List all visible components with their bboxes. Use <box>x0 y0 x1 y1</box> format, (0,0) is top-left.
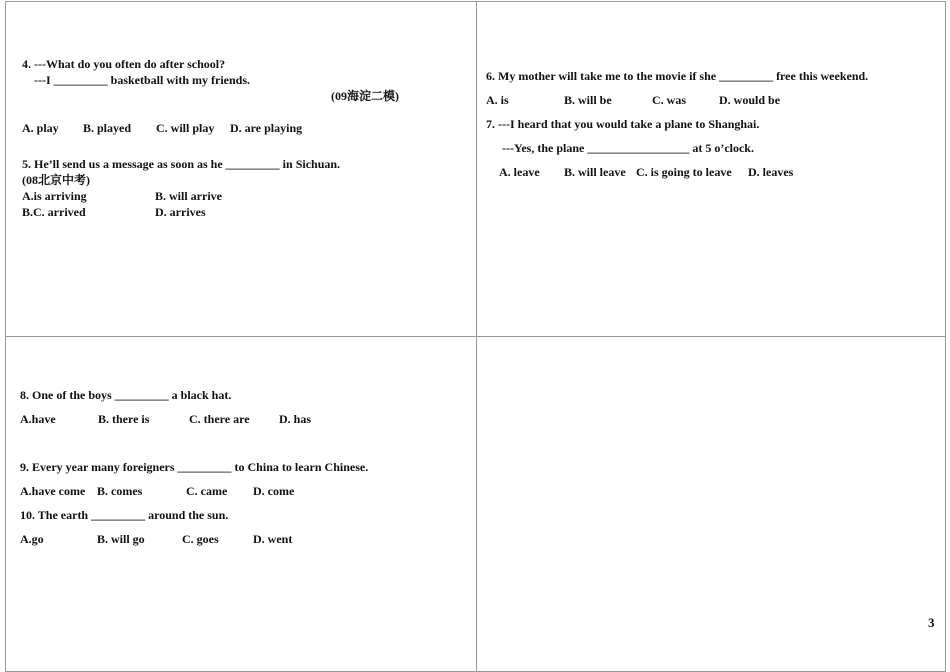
q9-option-d: D. come <box>253 484 295 498</box>
q10-option-b: B. will go <box>97 532 145 546</box>
q5-source: (08北京中考) <box>22 173 90 187</box>
q7-option-b: B. will leave <box>564 165 626 179</box>
q7-question: 7. ---I heard that you would take a plane to Shanghai. <box>486 117 760 131</box>
q8-question: 8. One of the boys _________ a black hat. <box>20 388 232 402</box>
q7-option-c: C. is going to leave <box>636 165 732 179</box>
q4-option-d: D. are playing <box>230 121 303 135</box>
q8-option-a: A.have <box>20 412 56 426</box>
q5-option-a: A.is arriving <box>22 189 87 203</box>
q6-option-d: D. would be <box>719 93 781 107</box>
q4-question: 4. ---What do you often do after school? <box>22 57 226 71</box>
q9-question: 9. Every year many foreigners _________ to China to learn Chinese. <box>20 460 369 474</box>
q10-question: 10. The earth _________ around the sun. <box>20 508 229 522</box>
q6-option-c: C. was <box>652 93 687 107</box>
q10-option-a: A.go <box>20 532 44 546</box>
q5-option-d: D. arrives <box>155 205 206 219</box>
q4-option-c: C. will play <box>156 121 215 135</box>
q5-option-c: B.C. arrived <box>22 205 86 219</box>
q4-option-a: A. play <box>22 121 59 135</box>
panel-bottom-right <box>476 336 946 672</box>
q4-option-b: B. played <box>83 121 132 135</box>
panel-bottom-left <box>5 336 477 672</box>
q8-option-c: C. there are <box>189 412 250 426</box>
q6-option-b: B. will be <box>564 93 612 107</box>
q4-answer-line: ---I _________ basketball with my friends. <box>34 73 251 87</box>
q8-option-b: B. there is <box>98 412 150 426</box>
q6-question: 6. My mother will take me to the movie if she _________ free this weekend. <box>486 69 869 83</box>
q10-option-c: C. goes <box>182 532 219 546</box>
page-number: 3 <box>928 615 935 630</box>
q8-option-d: D. has <box>279 412 312 426</box>
q7-option-a: A. leave <box>499 165 540 179</box>
q5-option-b: B. will arrive <box>155 189 222 203</box>
q10-option-d: D. went <box>253 532 293 546</box>
q6-option-a: A. is <box>486 93 509 107</box>
q4-source: (09海淀二模) <box>331 89 399 103</box>
q9-option-b: B. comes <box>97 484 143 498</box>
q9-option-a: A.have come <box>20 484 86 498</box>
q7-answer-line: ---Yes, the plane _________________ at 5 o’clock. <box>502 141 754 155</box>
q5-question: 5. He’ll send us a message as soon as he _________ in Sichuan. <box>22 157 341 171</box>
q7-option-d: D. leaves <box>748 165 794 179</box>
q9-option-c: C. came <box>186 484 228 498</box>
